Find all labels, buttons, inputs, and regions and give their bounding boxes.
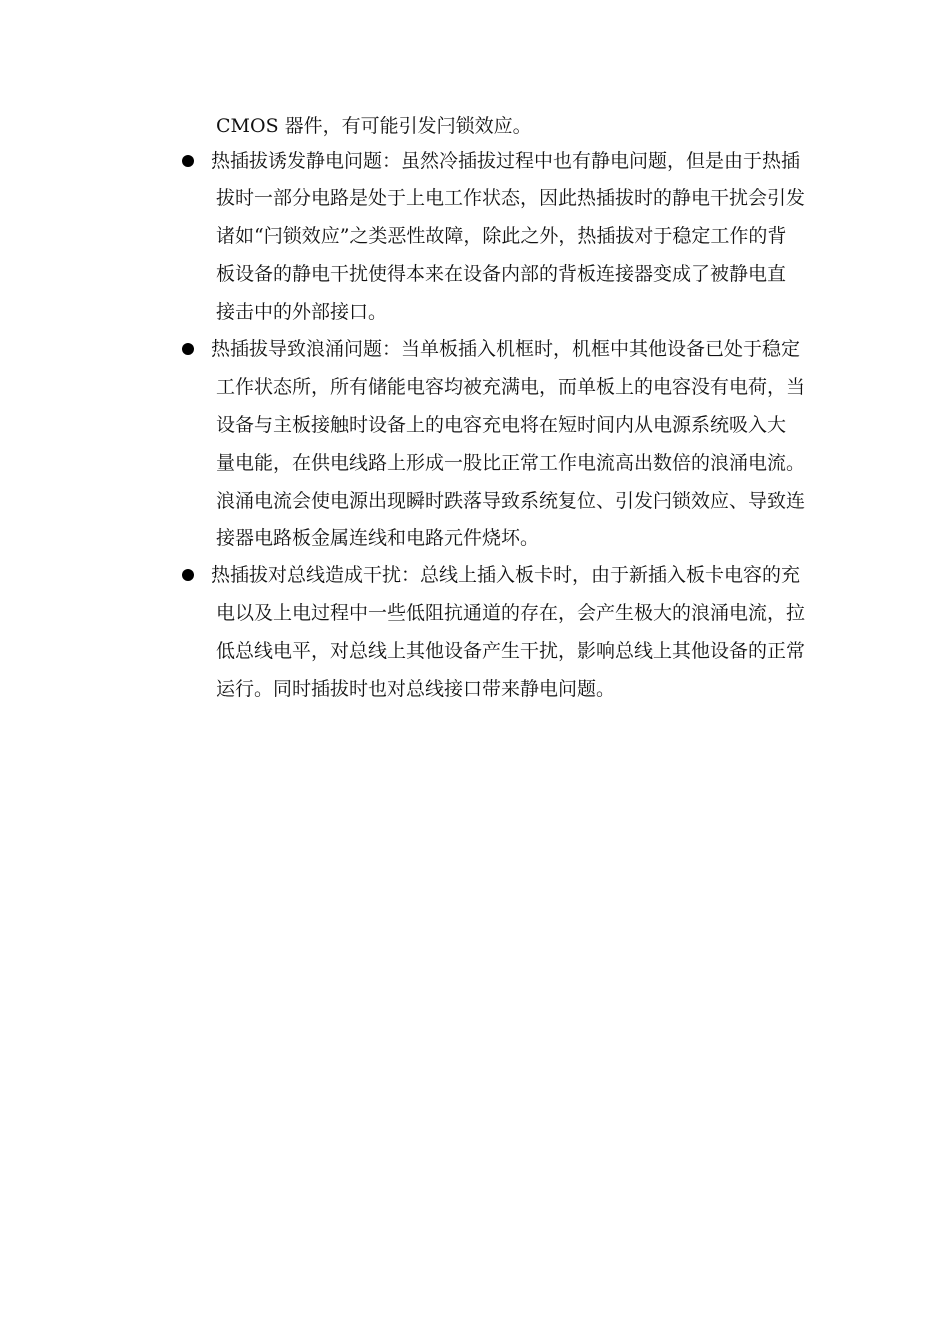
paragraph-line: 热插拔诱发静电问题：虽然冷插拔过程中也有静电问题，但是由于热插 — [211, 150, 801, 172]
paragraph-line: 接器电路板金属连线和电路元件烧坏。 — [216, 527, 540, 549]
bullet-icon — [182, 569, 194, 581]
paragraph-line: 板设备的静电干扰使得本来在设备内部的背板连接器变成了被静电直 — [216, 263, 787, 285]
paragraph-line: 诸如“闩锁效应”之类恶性故障，除此之外，热插拔对于稳定工作的背 — [216, 225, 787, 247]
paragraph-line: 浪涌电流会使电源出现瞬时跌落导致系统复位、引发闩锁效应、导致连 — [216, 490, 806, 512]
continuation-line: CMOS 器件，有可能引发闩锁效应。 — [216, 115, 532, 137]
paragraph-line: 运行。同时插拔时也对总线接口带来静电问题。 — [216, 678, 616, 700]
paragraph-line: 热插拔对总线造成干扰：总线上插入板卡时，由于新插入板卡电容的充 — [211, 564, 801, 586]
paragraph-line: 量电能，在供电线路上形成一股比正常工作电流高出数倍的浪涌电流。 — [216, 452, 806, 474]
bullet-icon — [182, 155, 194, 167]
paragraph-line: 工作状态所，所有储能电容均被充满电，而单板上的电容没有电荷，当 — [216, 376, 806, 398]
paragraph-line: 拔时一部分电路是处于上电工作状态，因此热插拔时的静电干扰会引发 — [216, 187, 806, 209]
paragraph-line: 设备与主板接触时设备上的电容充电将在短时间内从电源系统吸入大 — [216, 414, 787, 436]
bullet-icon — [182, 343, 194, 355]
paragraph-line: 电以及上电过程中一些低阻抗通道的存在，会产生极大的浪涌电流，拉 — [216, 602, 806, 624]
paragraph-line: 热插拔导致浪涌问题：当单板插入机框时，机框中其他设备已处于稳定 — [211, 338, 801, 360]
paragraph-line: 低总线电平，对总线上其他设备产生干扰，影响总线上其他设备的正常 — [216, 640, 806, 662]
paragraph-line: 接击中的外部接口。 — [216, 301, 388, 323]
